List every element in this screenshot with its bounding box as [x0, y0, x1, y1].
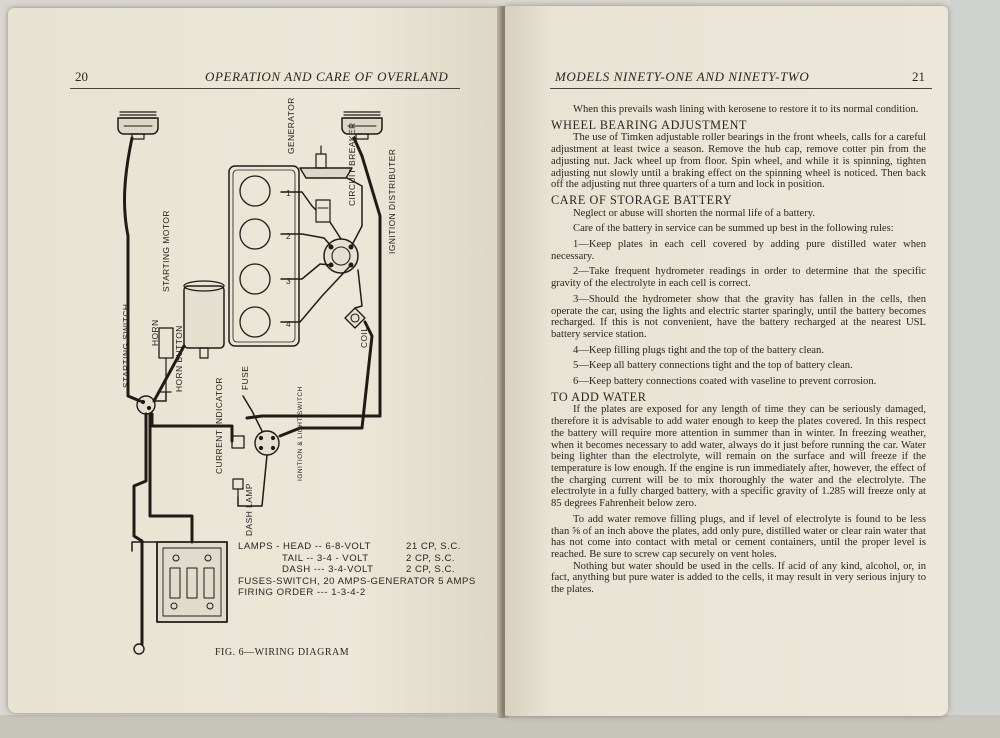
add-water-paragraph-1: If the plates are exposed for any length of time they can be seriously damaged, therefore it is advisable to add water enough to keep the plates covered. In this respect the battery will require more attention in summer than in winter. In freezing weather, when it becomes necessary to add water, always do it just before running the car. Water being lighter than the electrolyte, will remain on the surface and will freeze if the temperature is low enough. If the engine is run immediately after, however, the effect of the charging current will be to mix thoroughly the water and the electrolyte. The electrolyte in a fully charged battery, with a specific gravity of 1.285 will freeze only at 85 degrees Fahrenheit below zero. [551, 404, 926, 510]
label-ignition-light-switch: IGNITION & LIGHT SWITCH [297, 386, 304, 481]
heading-storage-battery: CARE OF STORAGE BATTERY [551, 192, 733, 207]
label-dash-lamp: DASH LAMP [244, 483, 254, 536]
label-ignition-distributer: IGNITION DISTRIBUTER [387, 148, 397, 254]
right-running-head: MODELS NINETY-ONE AND NINETY-TWO [555, 69, 810, 84]
battery-rule-2: 2—Take frequent hydrometer readings in order to determine that the specific gravity of the electrolyte in each cell is correct. [551, 266, 926, 290]
label-horn: HORN [150, 319, 160, 346]
lamp-specs [238, 541, 476, 599]
spec-firing-order: FIRING ORDER --- 1-3-4-2 [238, 587, 366, 599]
starting-switch [137, 396, 155, 414]
circuit-breaker [316, 200, 330, 222]
spec-tail-value: 2 CP, S.C. [406, 552, 456, 564]
coil [345, 308, 365, 328]
label-generator: GENERATOR [286, 97, 296, 154]
wheel-bearing-paragraph: The use of Timken adjustable roller bearings in the front wheels, calls for a careful adjustment at least twice a season. Remove the hub cap, remove cotter pin from the adjusting nut. Jack wheel up from floor. Spin wheel, and while it is spinning, tighten adjusting nut slowly until a braking effect on the spinning wheel is noticed. Then back off the adjusting nut three quarters of a turn and lock in position. [551, 132, 926, 191]
dash-lamp [233, 479, 243, 497]
generator [300, 146, 352, 178]
intro-paragraph: When this prevails wash lining with kerosene to restore it to its normal condition. [573, 104, 919, 115]
figure-caption: FIG. 6—WIRING DIAGRAM [215, 647, 350, 658]
background-bottom [0, 715, 1000, 738]
battery-rule-1: 1—Keep plates in each cell covered by adding pure distilled water when necessary. [551, 239, 926, 262]
battery-rule-4: 4—Keep filling plugs tight and the top of the battery clean. [573, 344, 824, 356]
heading-wheel-bearing: WHEEL BEARING ADJUSTMENT [551, 117, 748, 132]
right-body-text [551, 104, 926, 596]
horn [159, 328, 173, 392]
left-headlamp [118, 112, 158, 139]
label-cyl-3: 3 [286, 276, 292, 286]
battery-paragraph-2: Care of the battery in service can be summed up best in the following rules: [573, 223, 894, 235]
label-cyl-2: 2 [286, 231, 292, 241]
heading-add-water: TO ADD WATER [551, 389, 647, 404]
spec-dash-label: DASH --- 3-4-VOLT [282, 564, 374, 576]
add-water-paragraph-2: To add water remove filling plugs, and if level of electrolyte is found to be less than ⅝ of an inch above the plates, add only pure, distilled water or clear rain water that has not come into contact with metal or cement containers, until the proper level is reached. Be sure to screw cap securely on vent holes. [551, 513, 926, 560]
spec-tail-label: TAIL -- 3-4 - VOLT [282, 552, 369, 564]
left-page-number: 20 [75, 69, 88, 84]
left-running-head: OPERATION AND CARE OF OVERLAND [205, 69, 449, 84]
label-coil: COIL [359, 326, 369, 348]
battery-rule-5: 5—Keep all battery connections tight and the top of battery clean. [573, 360, 853, 372]
tail-lamp [134, 644, 144, 654]
background-right [950, 0, 1000, 738]
label-starting-motor: STARTING MOTOR [161, 210, 171, 292]
label-circuit-breaker: CIRCUIT BREAKER [347, 122, 357, 206]
label-cyl-1: 1 [286, 188, 292, 198]
ignition-light-switch-box [255, 431, 279, 455]
spec-head-label: LAMPS - HEAD -- 6-8-VOLT [238, 541, 371, 552]
label-current-indicator: CURRENT INDICATOR [214, 377, 224, 474]
right-page-number: 21 [912, 69, 925, 84]
left-header-rule [70, 88, 460, 89]
label-cyl-4: 4 [286, 319, 292, 329]
battery-rule-6: 6—Keep battery connections coated with vaseline to prevent corrosion. [573, 376, 877, 388]
battery-paragraph-1: Neglect or abuse will shorten the normal life of a battery. [573, 207, 816, 219]
spec-dash-value: 2 CP, S.C. [406, 564, 456, 576]
spec-fuses: FUSES-SWITCH, 20 AMPS-GENERATOR 5 AMPS [238, 575, 476, 587]
label-starting-switch: STARTING SWITCH [121, 303, 131, 388]
add-water-paragraph-3: Nothing but water should be used in the cells. If acid of any kind, alcohol, or, in fact, anything but pure water is added to the cells, it may result in very serious injury to the plates. [551, 560, 926, 596]
starting-motor [184, 281, 224, 358]
battery [157, 542, 227, 622]
battery-rule-3: 3—Should the hydrometer show that the gravity has fallen in the cells, then operate the car, using the lights and electric starter sparingly, until the battery becomes recharged. If this is not convenient, have the battery recharged at the nearest USL battery service station. [551, 293, 926, 340]
label-horn-button: HORN BUTTON [174, 325, 184, 392]
label-fuse: FUSE [240, 365, 250, 390]
right-header-rule [550, 88, 932, 89]
current-indicator [232, 436, 244, 448]
spec-head-value: 21 CP, S.C. [406, 541, 461, 552]
